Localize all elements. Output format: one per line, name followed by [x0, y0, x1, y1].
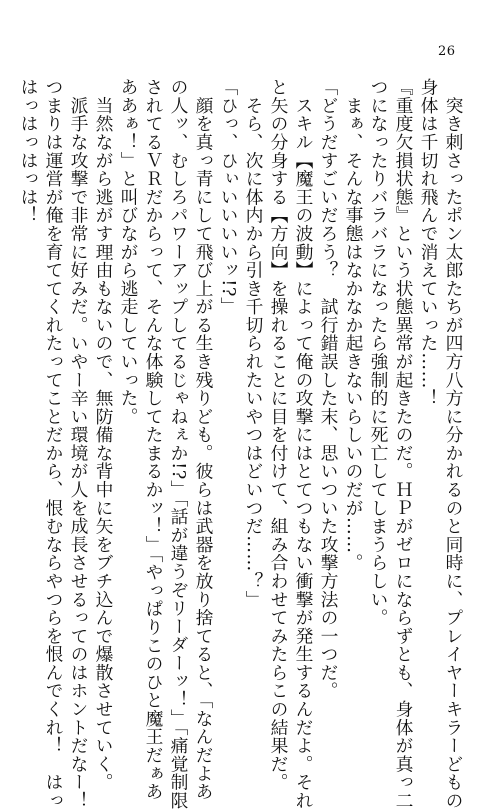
text-line: つになったりバラバラになったら強制的に死亡してしまうらしい。: [368, 78, 389, 627]
text-line: 突き刺さったポン太郎たちが四方八方に分かれるのと同時に、プレイヤーキラーどもの: [443, 78, 464, 810]
text-line: 「どうだすごいだろう？ 試行錯誤した末、思いついた攻撃方法の一つだ。: [318, 78, 339, 700]
text-line: の人ッ、むしろパワーアップしてるじゃねぇか!?」「話が違うぞリーダーッ！」「痛覚制限: [168, 78, 189, 810]
text-line: 当然ながら逃がす理由もないので、無防備な背中に矢をブチ込んで爆散させていく。: [93, 78, 114, 792]
text-line: 身体は千切れ飛んで消えていった……！: [418, 78, 439, 408]
text-line: 顔を真っ青にして飛び上がる生き残りども。彼らは武器を放り捨てると、「なんだよあ: [193, 78, 214, 801]
text-line: まぁ、そんな事態はなかなか起きないらしいのだが……。: [343, 78, 364, 572]
text-line: ああぁ！」と叫びながら逃走していった。: [118, 78, 139, 426]
text-line: 「ひっ、ひぃいいいいッ!?」: [218, 78, 239, 316]
text-line: と矢の分身する【方向】を操れることに目を付けて、組み合わせてみたらこの結果だ。: [268, 78, 289, 792]
body-text: [18, 78, 464, 810]
page-number: 26: [438, 44, 456, 59]
text-line: つまりは運営が俺を育ててくれたってことだから、恨むならやつらを恨んでくれ！ はっ: [43, 78, 64, 810]
text-line: 派手な攻撃で非常に好みだ。いやー辛い環境が人を成長させるってのはホントだなー！: [68, 78, 89, 810]
text-line: そら、次に体内から引き千切られたいやつはどいつだ……？」: [243, 78, 264, 609]
text-line: 『重度欠損状態』という状態異常が起きたのだ。ＨＰがゼロにならずとも、身体が真っ二: [393, 78, 414, 810]
text-line: スキル【魔王の波動】によって俺の攻撃にはとてつもない衝撃が発生するんだよ。それ: [293, 78, 314, 810]
text-line: はっはっはっは！: [18, 78, 39, 225]
text-line: されてるＶＲだからって、そんな体験してたまるかッ！」「やっぱりこのひと魔王だぁあ: [143, 78, 164, 801]
